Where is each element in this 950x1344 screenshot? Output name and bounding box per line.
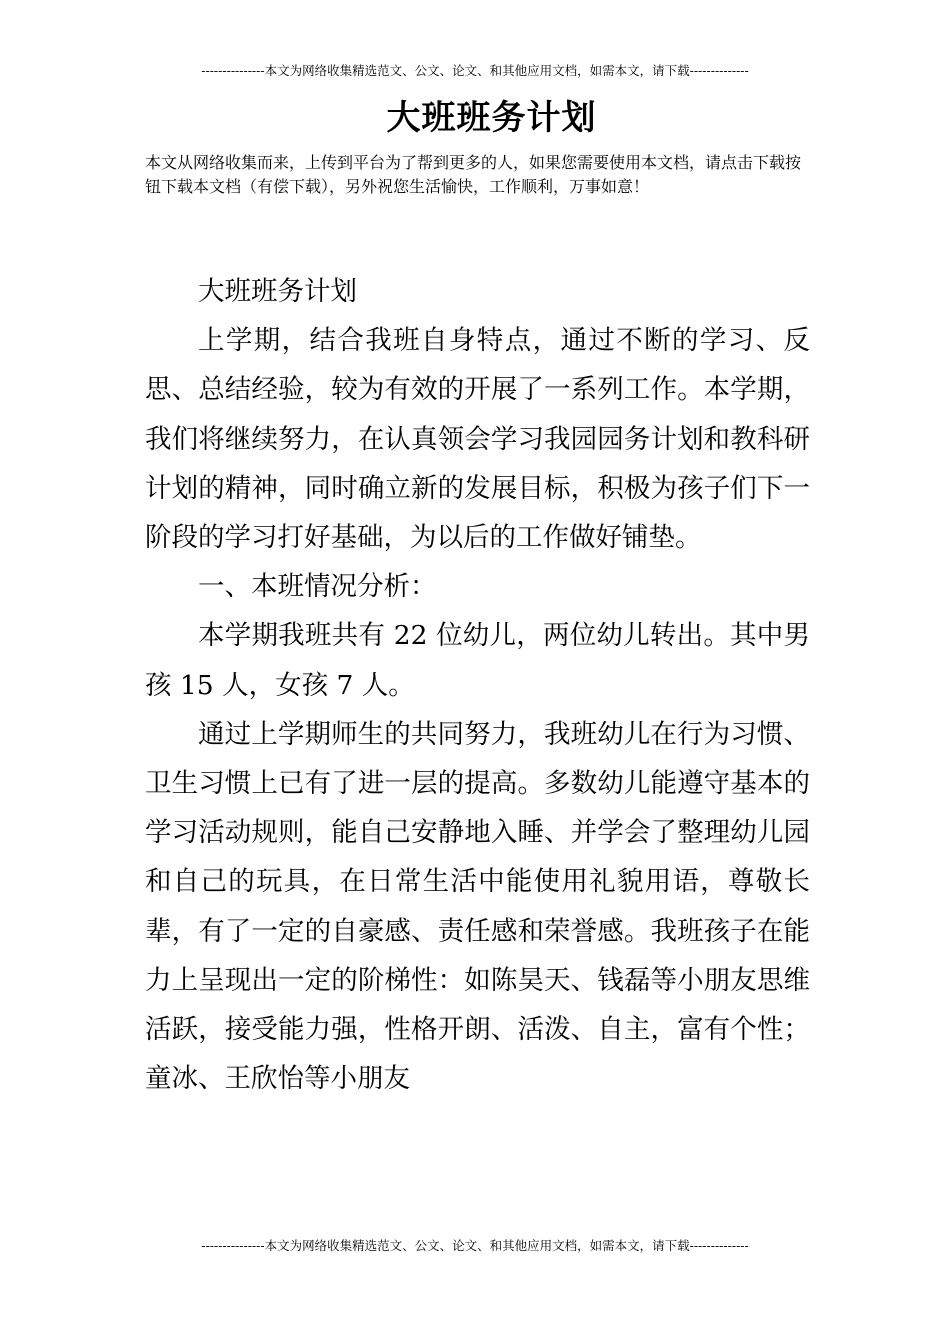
header-banner: ---------------本文为网络收集精选范文、公文、论文、和其他应用文档，如需本文，请下载-------------- [201,63,749,78]
document-body [145,267,810,1103]
body-paragraph: 本学期我班共有 22 位幼儿，两位幼儿转出。其中男孩 15 人，女孩 7 人。 [145,620,810,701]
body-heading: 大班班务计划 [198,276,357,307]
footer-banner: ---------------本文为网络收集精选范文、公文、论文、和其他应用文档，如需本文，请下载-------------- [201,1238,749,1253]
body-paragraph: 上学期，结合我班自身特点，通过不断的学习、反思、总结经验，较为有效的开展了一系列工作。本学期，我们将继续努力，在认真领会学习我园园务计划和教科研计划的精神，同时确立新的发展目标，积极为孩子们下一阶段的学习打好基础，为以后的工作做好铺垫。 [145,325,810,554]
section-heading: 一、本班情况分析： [198,571,437,603]
document-title: 大班班务计划 [386,98,597,138]
disclaimer-text: 本文从网络收集而来，上传到平台为了帮到更多的人，如果您需要使用本文档，请点击下载按钮下载本文档（有偿下载），另外祝您生活愉快，工作顺利，万事如意！ [145,153,802,196]
body-paragraph: 通过上学期师生的共同努力，我班幼儿在行为习惯、卫生习惯上已有了进一层的提高。多数幼儿能遵守基本的学习活动规则，能自己安静地入睡、并学会了整理幼儿园和自己的玩具，在日常生活中能使用礼貌用语，尊敬长辈，有了一定的自豪感、责任感和荣誉感。我班孩子在能力上呈现出一定的阶梯性：如陈昊天、钱磊等小朋友思维活跃，接受能力强，性格开朗、活泼、自主，富有个性；童冰、王欣怡等小朋友 [145,718,810,1095]
